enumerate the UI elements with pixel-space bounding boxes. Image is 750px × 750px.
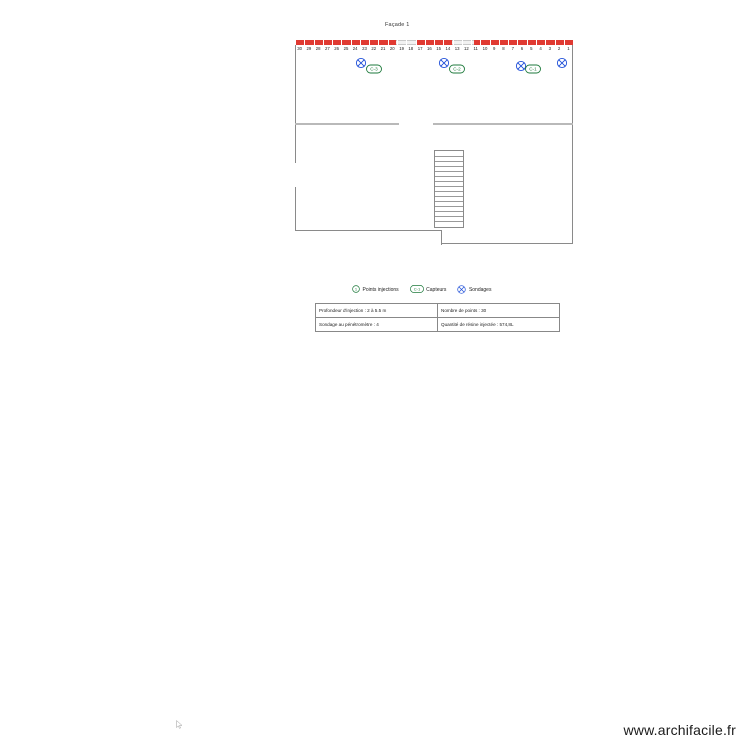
legend-sondage-label: Sondages <box>468 287 492 293</box>
sensor-marker-c3[interactable] <box>366 65 382 74</box>
sondage-marker[interactable] <box>557 58 568 69</box>
injection-point-number[interactable]: 11 <box>473 46 478 51</box>
injection-point-number[interactable]: 23 <box>362 46 367 51</box>
room-notch <box>296 230 442 245</box>
injection-point-icon <box>352 285 360 295</box>
svg-text:1: 1 <box>354 286 358 292</box>
injection-point-number[interactable]: 29 <box>306 46 312 51</box>
injection-point-number[interactable]: 30 <box>297 46 302 51</box>
injection-point-number[interactable]: 4 <box>539 46 542 51</box>
injection-point-number[interactable]: 25 <box>343 46 349 51</box>
injection-numbers-row <box>295 45 573 53</box>
legend-injection <box>352 285 399 295</box>
injection-point-number[interactable]: 26 <box>334 46 340 51</box>
legend <box>352 284 491 296</box>
interior-wall-opening <box>399 122 433 126</box>
left-wall-opening <box>293 163 297 187</box>
injection-point-number[interactable]: 9 <box>492 46 496 51</box>
injection-point-number[interactable]: 13 <box>454 46 460 51</box>
notch-cover <box>282 231 297 247</box>
injection-point-number[interactable]: 27 <box>325 46 330 51</box>
injection-point-number[interactable]: 5 <box>530 46 533 51</box>
info-table <box>315 303 560 332</box>
injection-point-number[interactable]: 3 <box>548 46 551 51</box>
legend-sondage <box>457 285 491 296</box>
footer-url[interactable]: www.archifacile.fr <box>623 722 736 738</box>
injection-point-number[interactable]: 15 <box>436 46 441 51</box>
svg-text:C-2: C-2 <box>453 66 461 72</box>
injection-point-number[interactable]: 6 <box>520 46 524 51</box>
info-penetrometer: Sondage au pénétromètre : 4 <box>316 318 438 332</box>
info-resin-quantity: Quantité de résine injectée : 574,8L <box>438 318 560 332</box>
info-depth: Profondeur d'injection : 2 à 5.5 m <box>316 304 438 318</box>
injection-point-number[interactable]: 12 <box>464 46 469 51</box>
injection-point-number[interactable]: 22 <box>371 46 377 51</box>
sondage-marker[interactable] <box>356 58 367 69</box>
table-row <box>316 304 560 318</box>
injection-point-number[interactable]: 18 <box>408 46 414 51</box>
staircase <box>434 150 464 228</box>
injection-point-number[interactable]: 21 <box>380 46 386 51</box>
legend-injection-label: Points injections <box>362 287 399 293</box>
sondage-icon <box>457 285 466 296</box>
injection-point-number[interactable]: 16 <box>427 46 432 51</box>
legend-sensor <box>410 285 447 295</box>
svg-text:C-3: C-3 <box>370 66 378 72</box>
injection-point-number[interactable]: 8 <box>502 46 505 51</box>
info-points-count: Nombre de points : 30 <box>438 304 560 318</box>
injection-point-number[interactable]: 20 <box>389 46 395 51</box>
sondage-marker[interactable] <box>439 58 450 69</box>
injection-point-number[interactable]: 19 <box>399 46 404 51</box>
sensor-marker-c1[interactable] <box>525 65 541 74</box>
svg-text:C-1: C-1 <box>413 286 420 292</box>
facade-title: Façade 1 <box>385 22 410 28</box>
interior-wall <box>295 123 573 125</box>
injection-point-number[interactable]: 17 <box>417 46 423 51</box>
injection-point-number[interactable]: 28 <box>315 46 321 51</box>
svg-text:C-1: C-1 <box>529 66 537 72</box>
injection-point-number[interactable]: 7 <box>511 46 514 51</box>
sensor-icon <box>410 285 424 295</box>
injection-point-number[interactable]: 2 <box>557 46 561 51</box>
injection-point-number[interactable]: 14 <box>445 46 451 51</box>
legend-sensor-label: Capteurs <box>426 287 447 293</box>
injection-point-number[interactable]: 10 <box>482 46 488 51</box>
sensor-marker-c2[interactable] <box>449 65 465 74</box>
mouse-cursor <box>176 716 183 725</box>
injection-point-number[interactable]: 24 <box>352 46 358 51</box>
table-row <box>316 318 560 332</box>
injection-point-number[interactable]: 1 <box>567 46 570 51</box>
